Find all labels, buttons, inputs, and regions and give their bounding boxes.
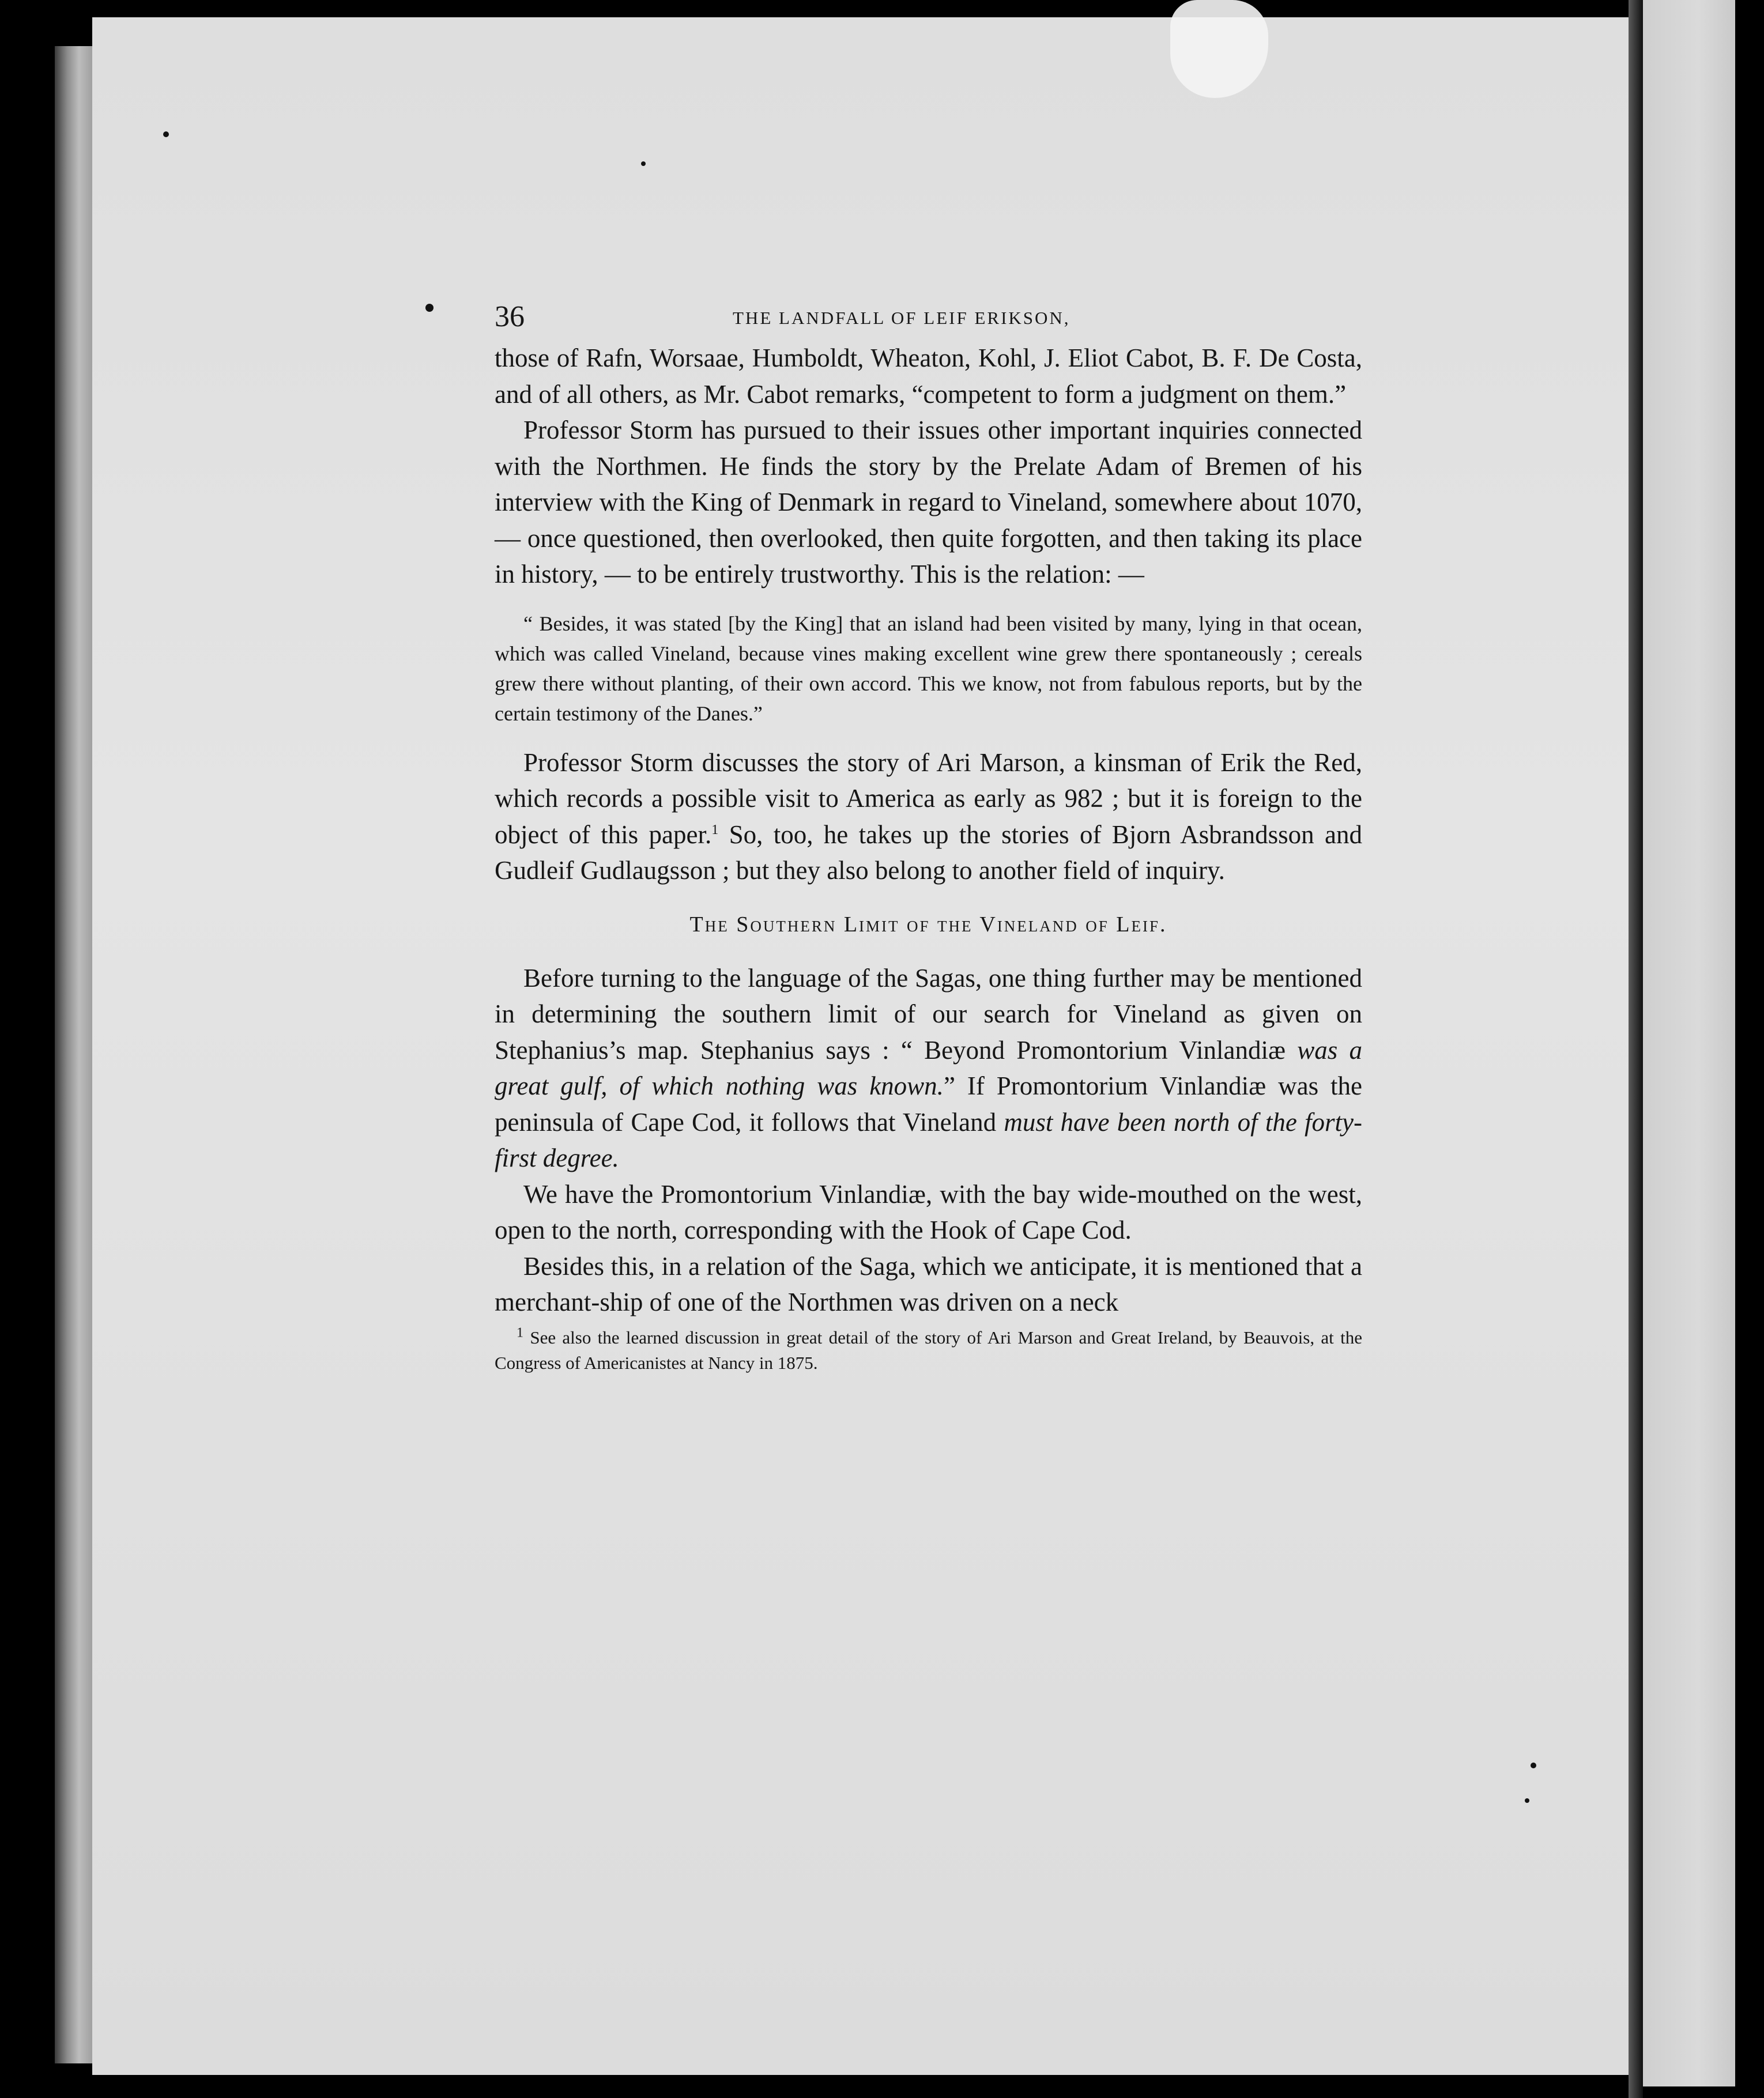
book-spine-edge: [55, 46, 95, 2063]
footnote-text: See also the learned discussion in great detail of the story of Ari Marson and Great Ireland, by Beauvois, at the Congress of Americanistes at Nancy in 1875.: [495, 1327, 1362, 1373]
italic-phrase: must have been north of the forty-first degree.: [495, 1107, 1363, 1172]
footnote: [495, 1325, 1362, 1376]
paragraph-text: ” If Promontorium Vinlandiæ was the peninsula of Cape Cod, it follows that Vineland: [495, 1071, 1362, 1137]
scan-speck: [1531, 1763, 1536, 1768]
gutter-shadow: [1629, 0, 1643, 2098]
paragraph-ari-marson: [495, 745, 1362, 889]
scan-speck: [163, 131, 169, 137]
paragraph-promontorium: We have the Promontorium Vinlandiæ, with the bay wide-mouthed on the west, open to the north, corresponding with the Hook of Cape Cod.: [495, 1179, 1362, 1244]
page-text: [495, 300, 1362, 1376]
scan-speck: [1525, 1798, 1529, 1803]
paragraph-text: So, too, he takes up the stories of Bjorn Asbrandsson and Gudleif Gudlaugsson ; but they also belong to another field of inquiry.: [495, 820, 1362, 885]
paragraph-text: Before turning to the language of the Sagas, one thing further may be mentioned in determining the southern limit of our search for Vineland as given on Stephanius’s map. Stephanius says : “ Beyond Promontorium Vinlandiæ: [495, 963, 1362, 1065]
paragraph-storm-inquiries: Professor Storm has pursued to their issues other important inquiries connected with the Northmen. He finds the story by the Prelate Adam of Bremen of his interview with the King of Denmark in regard to Vineland, somewhere about 1070, — once questioned, then overlooked, then quite forgotten, and then taking its place in history, — to be entirely trustworthy. This is the relation: —: [495, 416, 1362, 588]
section-heading: The Southern Limit of the Vineland of Leif.: [689, 912, 1167, 937]
block-quote-adam-of-bremen: “ Besides, it was stated [by the King] that an island had been visited by many, lying in that ocean, which was called Vineland, because vines making excellent wine grew there spontaneously ; cereals grew there without planting, of their own accord. This we know, not from fabulous reports, but by the certain testimony of the Danes.”: [495, 612, 1362, 725]
scan-speck: [425, 304, 434, 312]
paragraph-continuation: those of Rafn, Worsaae, Humboldt, Wheaton, Kohl, J. Eliot Cabot, B. F. De Costa, and of all others, as Mr. Cabot remarks, “competent to form a judgment on them.”: [495, 344, 1362, 409]
running-head: [495, 300, 1362, 340]
paragraph-stephanius: [495, 960, 1362, 1176]
italic-phrase: was a great gulf, of which nothing was known.: [495, 1035, 1362, 1100]
adjacent-page-edge: [1643, 0, 1735, 2086]
footnote-reference: 1: [711, 822, 719, 837]
page-number: 36: [495, 300, 525, 333]
paragraph-text: Professor Storm discusses the story of Ari Marson, a kinsman of Erik the Red, which records a possible visit to America as early as 982 ; but it is foreign to the object of this paper.: [495, 748, 1362, 849]
paragraph-merchant-ship: Besides this, in a relation of the Saga, which we anticipate, it is mentioned that a merchant-ship of one of the Northmen was driven on a neck: [495, 1251, 1362, 1316]
running-head-title: THE LANDFALL OF LEIF ERIKSON,: [733, 308, 1071, 328]
footnote-marker: 1: [517, 1325, 523, 1341]
scan-speck: [641, 161, 646, 166]
